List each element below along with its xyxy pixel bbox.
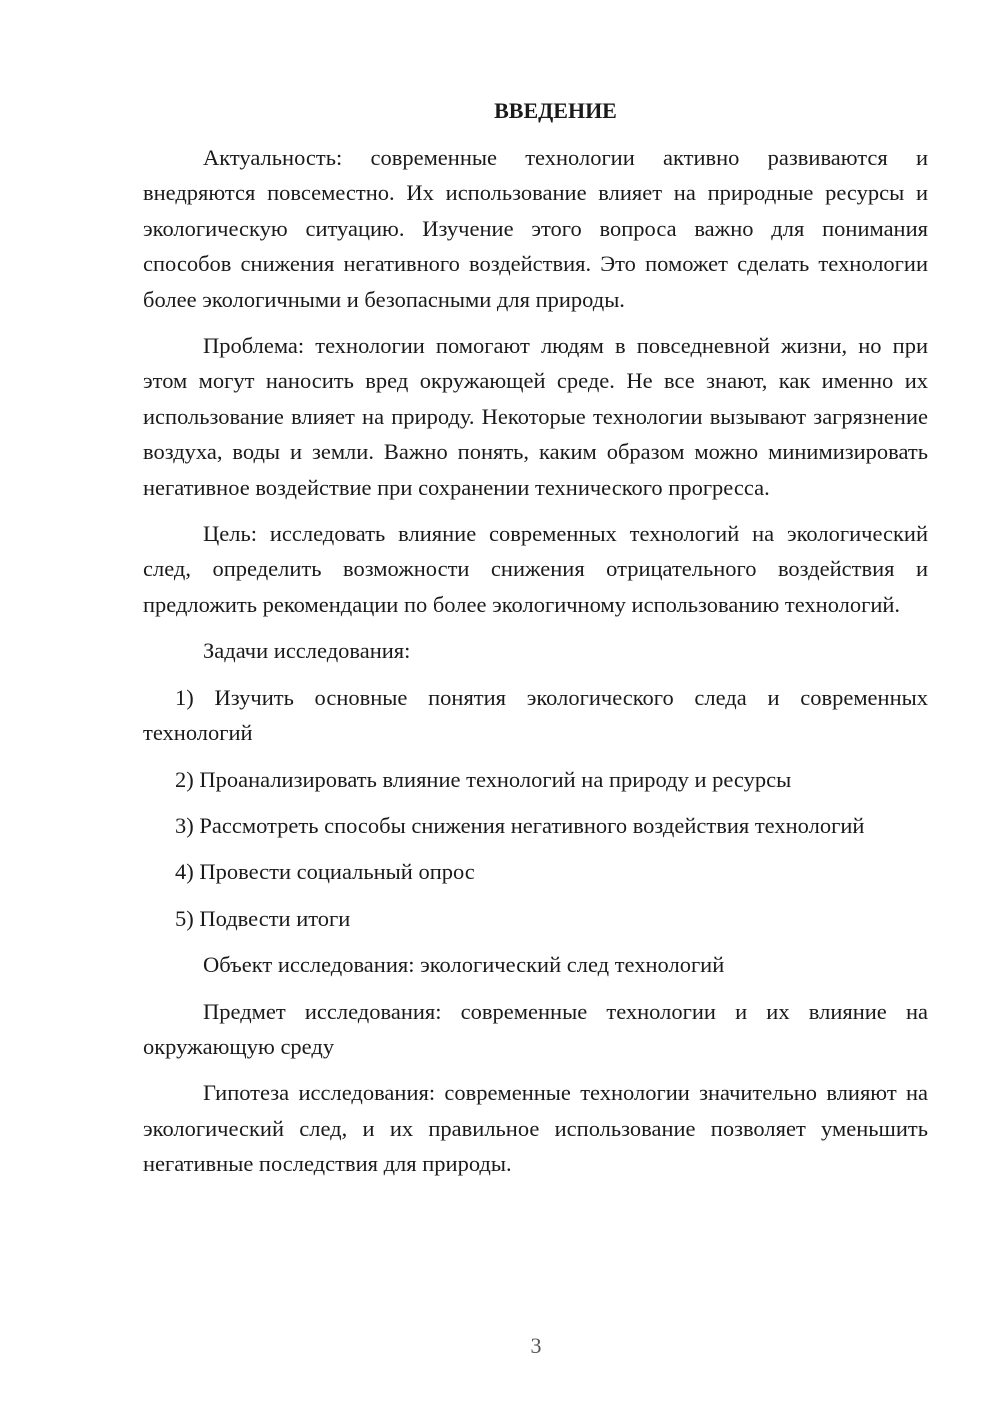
relevance-paragraph: Актуальность: современные технологии активно развиваются и внедряются повсеместно. Их использование влияет на природные ресурсы и экологическую ситуацию. Изучение этого вопроса важно для понимания способов снижения негативного воздействия. Это поможет сделать технологии более экологичными и безопасными для природы. [143, 145, 928, 312]
task-item-1: 1) Изучить основные понятия экологического следа и современных технологий [143, 684, 928, 746]
problem-paragraph: Проблема: технологии помогают людям в повседневной жизни, но при этом могут наносить вред окружающей среде. Не все знают, как именно их использование влияет на природу. Некоторые технологии вызывают загрязнение воздуха, воды и земли. Важно понять, каким образом можно минимизировать негативное воздействие при сохранении технического прогресса. [143, 333, 928, 500]
task-item-5: 5) Подвести итоги [175, 905, 351, 931]
page-number: 3 [530, 1333, 542, 1358]
object-paragraph: Объект исследования: экологический след технологий [203, 952, 725, 978]
tasks-heading: Задачи исследования: [203, 638, 411, 664]
task-item-3: 3) Рассмотреть способы снижения негативного воздействия технологий [175, 812, 865, 838]
goal-paragraph: Цель: исследовать влияние современных технологий на экологический след, определить возможности снижения отрицательного воздействия и предложить рекомендации по более экологичному использованию технологий. [143, 521, 928, 617]
task-item-4: 4) Провести социальный опрос [175, 859, 475, 885]
section-title: ВВЕДЕНИЕ [494, 98, 617, 123]
subject-paragraph: Предмет исследования: современные технологии и их влияние на окружающую среду [143, 998, 928, 1059]
document-page [143, 96, 928, 1193]
hypothesis-paragraph: Гипотеза исследования: современные технологии значительно влияют на экологический след, и их правильное использование позволяет уменьшить негативные последствия для природы. [143, 1080, 928, 1177]
task-item-2: 2) Проанализировать влияние технологий на природу и ресурсы [175, 766, 792, 792]
